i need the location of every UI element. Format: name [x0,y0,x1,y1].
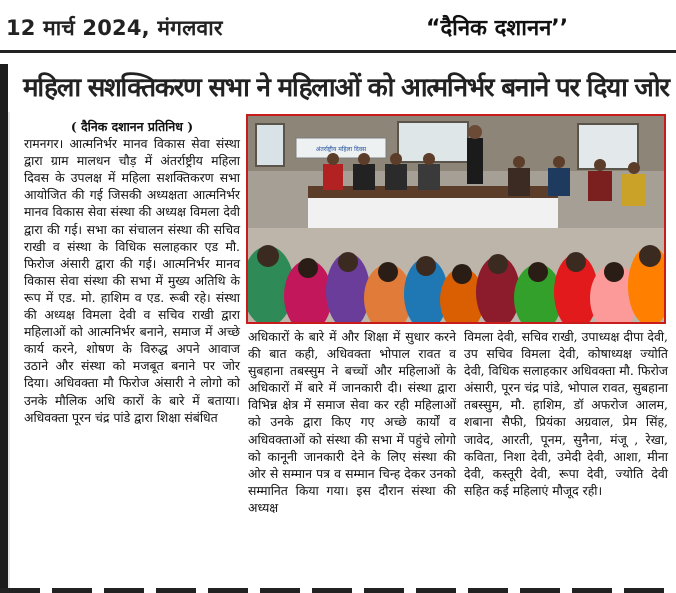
photo-banner-text: अंतर्राष्ट्रीय महिला दिवस [315,146,367,153]
photo-window [256,124,284,166]
left-margin-rule-inner [8,112,10,593]
photo-speaker-body [467,138,483,184]
photo-speaker-head [468,125,482,139]
article-byline: ( दैनिक दशानन प्रतिनिध ) [70,119,194,134]
next-article-edge [0,588,676,593]
photo-window [578,124,638,169]
event-photo-illustration [248,116,664,322]
article-column-2: अधिकारों के बारे में और शिक्षा में सुधार करने की बात कही, अधिवक्ता भोपाल रावत व सुबहाना तबस्सुम ने बच्चों और महिलाओं के अधिकारों में बारे में जानकारी दी। संस्था द्वारा विभिन्न क्षेत्र में समाज सेवा कर रही महिलाओं को उनके द्वारा किए गए अच्छे कार्यों व अधिवक्ताओं को संस्था की सभा में पहुंचे लोगो को कानूनी जानकारी देने के लिए संस्था की ओर से सम्मान पत्र व सम्मान चिन्ह देकर उनको सम्मानित किया गया। इस दौरान संस्था की अध्यक्ष [248,329,456,515]
article-headline: महिला सशक्तिकरण सभा ने महिलाओं को आत्मनिर्भर बनाने पर दिया जोर [23,73,669,103]
article-column-3: विमला देवी, सचिव राखी, उपाध्यक्ष दीपा देवी, उप सचिव विमला देवी, कोषाध्यक्ष ज्योति देवी, विधिक सलाहकार अधिवक्ता मौ. फिरोज अंसारी, पूरन चंद्र पांडे, भोपाल रावत, सुबहाना तबस्सुम, मौ. हाशिम, डॉ अफरोज आलम, शबाना सैफी, प्रियंका अग्रवाल, प्रेम सिंह, जावेद, आरती, पूनम, सुनैना, मंजू , रेखा, कविता, निशा देवी, उमेदी देवी, आशा, मीना देवी, कस्तूरी देवी, रूपा देवी, ज्योति देवी सहित कई महिलाएं मौजूद रही। [464,329,668,498]
article-column-1 [24,118,240,426]
photo-stage-table-cloth [308,198,558,228]
left-margin-rule [0,64,8,593]
masthead-bar [0,0,676,53]
article-column-1-text: रामनगर। आत्मनिर्भर मानव विकास सेवा संस्था द्वारा ग्राम मालधन चौड़ में अंतर्राष्ट्रीय महिला दिवस के उपलक्ष में महिला सशक्तिकरण सभा आयोजित की गई जिसकी अध्यक्षता आत्मनिर्भर मानव विकास सेवा संस्था की अध्यक्ष विमला देवी द्वारा की गई। सभा का संचालन संस्था की सचिव राखी व संस्था के विधिक सलाहकार एड मौ. फिरोज अंसारी द्वारा की गई। आत्मनिर्भर मानव विकास सेवा संस्था की सभा में मुख्य अतिथि के रूप में एड. मो. हाशिम व एड. रूबी रहे। संस्था की अध्यक्ष विमला देवी व सचिव राखी द्वारा महिलाओं को आत्मनिर्भर बनाने, समाज में अच्छे कार्य करने, शोषण के विरुद्ध अपने आवाज उठाने और संस्था को मजबूत बनाने पर जोर दिया। अधिवक्ता मौ फिरोज अंसारी ने लोगो को उनके मौलिक अधि कारों के बारे में बताया। अधिवक्ता पूरन चंद्र पांडे द्वारा शिक्षा संबंधित [24,136,240,425]
issue-date: 12 मार्च 2024, मंगलवार [6,16,223,40]
event-photo [246,114,666,324]
paper-name: “दैनिक दशानन’’ [426,16,569,41]
